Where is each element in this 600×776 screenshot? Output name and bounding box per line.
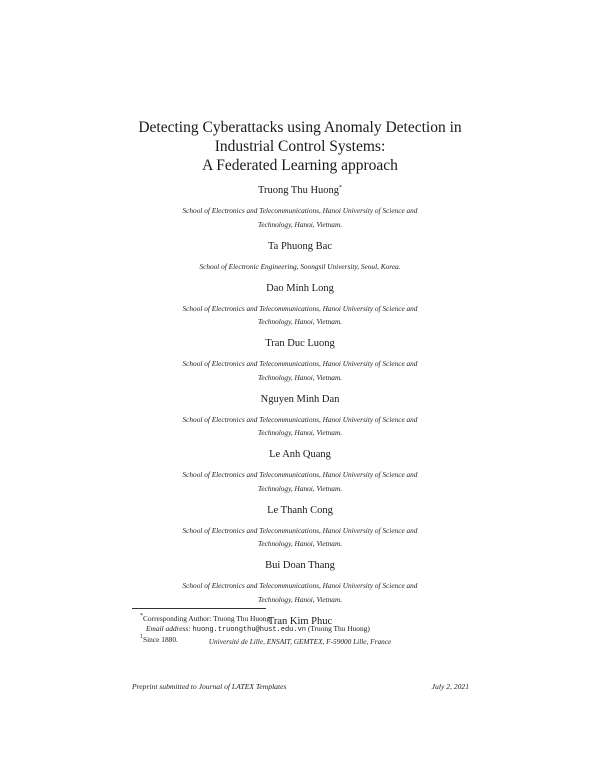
author-affiliation: School of Electronics and Telecommunications, Hanoi University of Science and Technology, Hanoi, Vietnam. [182, 525, 418, 548]
title-line-2: Industrial Control Systems: [214, 138, 386, 155]
author-block [60, 448, 540, 495]
footnote-mark: 1 [140, 634, 143, 640]
footnotes [140, 614, 500, 645]
author-affiliation: School of Electronics and Telecommunications, Hanoi University of Science and Technology, Hanoi, Vietnam. [182, 581, 418, 604]
author-block [60, 184, 540, 231]
author-name: Le Thanh Cong [267, 504, 333, 516]
author-name: Truong Thu Huong [257, 185, 340, 196]
author-affiliation: School of Electronics and Telecommunications, Hanoi University of Science and Technology, Hanoi, Vietnam. [182, 470, 418, 493]
footnote-email [140, 624, 500, 635]
author-block [60, 393, 540, 440]
author-affiliation: School of Electronics and Telecommunications, Hanoi University of Science and Technology, Hanoi, Vietnam. [182, 359, 418, 382]
title-line-3: A Federated Learning approach [202, 157, 398, 174]
author-block [60, 240, 540, 274]
author-affiliation: School of Electronic Engineering, Soongsil University, Seoul, Korea. [199, 261, 401, 271]
author-name: Dao Minh Long [266, 282, 334, 294]
preprint-note: Preprint submitted to Journal of LATEX Templates [132, 682, 287, 691]
author-affiliation: School of Electronics and Telecommunications, Hanoi University of Science and Technology, Hanoi, Vietnam. [182, 303, 418, 326]
footnote-since: $^1$Since 1880. [140, 634, 178, 644]
author-block [60, 559, 540, 606]
date: July 2, 2021 [431, 682, 469, 691]
email-suffix: (Truong Thu Huong) [307, 624, 370, 633]
paper-title [60, 118, 540, 175]
corresponding-mark: * [339, 185, 343, 191]
title-line-1: Detecting Cyberattacks using Anomaly Detection in [138, 119, 462, 136]
author-list [60, 184, 540, 648]
footnote-corresponding: *Corresponding Author: Truong Thu Huong [140, 613, 271, 623]
author-name: Nguyen Minh Dan [260, 393, 340, 405]
author-block [60, 504, 540, 551]
footnote-divider [132, 608, 266, 609]
author-block [60, 282, 540, 329]
email-link[interactable]: huong.truongthu@hust.edu.vn [192, 626, 306, 634]
author-affiliation: Université de Lille, ENSAIT, GEMTEX, F-59000 Lille, France [208, 636, 392, 646]
page-footer [132, 682, 469, 691]
author-name: Le Anh Quang [269, 449, 331, 460]
author-affiliation: School of Electronics and Telecommunications, Hanoi University of Science and Technology, Hanoi, Vietnam. [182, 206, 418, 229]
author-name: Ta Phuong Bac [267, 240, 332, 252]
author-affiliation: School of Electronics and Telecommunications, Hanoi University of Science and Technology, Hanoi, Vietnam. [182, 414, 418, 437]
email-label: Email address: [146, 624, 191, 633]
author-name: Tran Kim Phuc [267, 615, 333, 627]
footnote-mark: * [140, 613, 143, 619]
author-name: Bui Doan Thang [265, 560, 335, 571]
author-block [60, 337, 540, 384]
author-name: Tran Duc Luong [265, 338, 335, 349]
